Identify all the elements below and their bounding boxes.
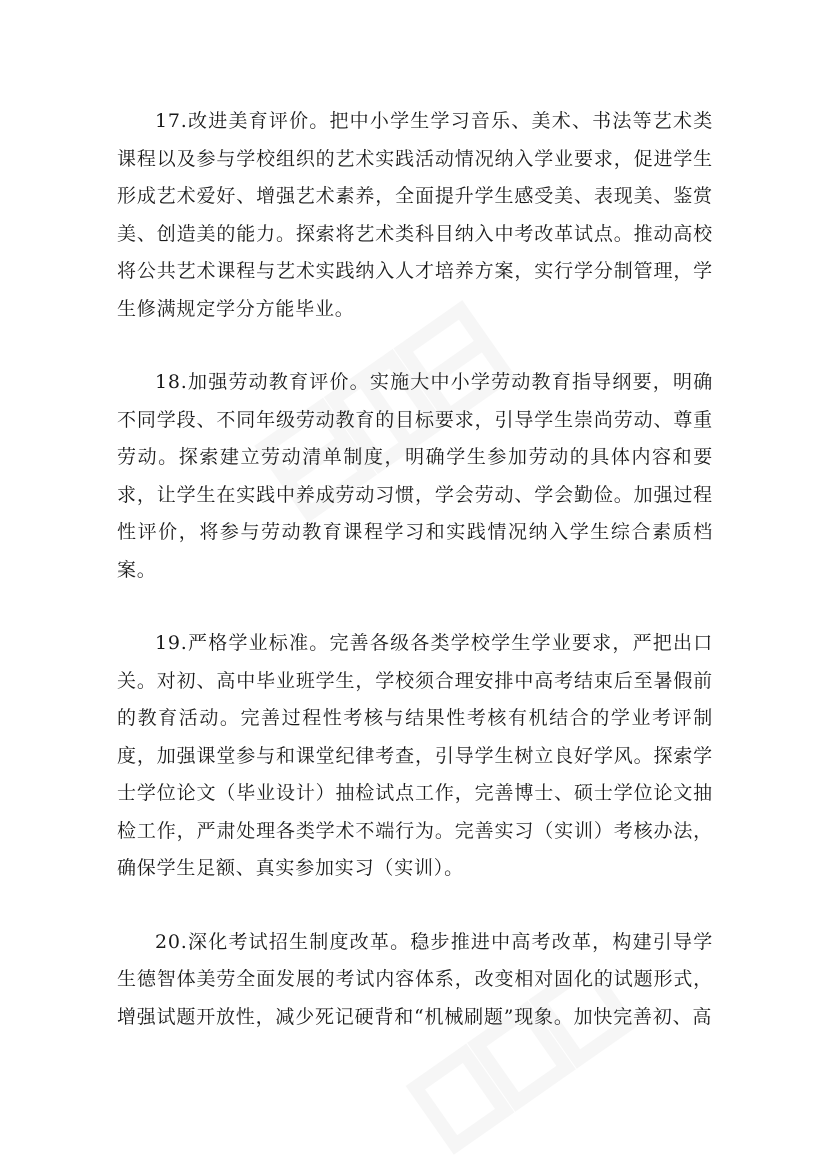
- paragraph-17: [117, 103, 713, 328]
- paragraph-text: 严格学业标准。完善各级各类学校学生学业要求，严把出口关。对初、高中毕业班学生，学校须合理安排中高考结束后至暑假前的教育活动。完善过程性考核与结果性考核有机结合的学业考评制度，加强课堂参与和课堂纪律考查，引导学生树立良好学风。探索学士学位论文（毕业设计）抽检试点工作，完善博士、硕士学位论文抽检工作，严肃处理各类学术不端行为。完善实习（实训）考核办法，确保学生足额、真实参加实习（实训）。: [117, 632, 713, 879]
- paragraph-text: 深化考试招生制度改革。稳步推进中高考改革，构建引导学生德智体美劳全面发展的考试内容体系，改变相对固化的试题形式，增强试题开放性，减少死记硬背和“机械刷题”现象。加快完善初、高: [117, 930, 713, 1028]
- paragraph-20: [117, 924, 713, 1037]
- paragraph-number: 18.: [155, 371, 188, 393]
- paragraph-19: [117, 625, 713, 888]
- paragraph-number: 17.: [155, 110, 188, 132]
- paragraph-text: 改进美育评价。把中小学生学习音乐、美术、书法等艺术类课程以及参与学校组织的艺术实践活动情况纳入学业要求，促进学生形成艺术爱好、增强艺术素养，全面提升学生感受美、表现美、鉴赏美、创造美的能力。探索将艺术类科目纳入中考改革试点。推动高校将公共艺术课程与艺术实践纳入人才培养方案，实行学分制管理，学生修满规定学分方能毕业。: [117, 110, 713, 320]
- document-body: [117, 103, 713, 1072]
- paragraph-number: 20.: [155, 930, 188, 953]
- paragraph-text: 加强劳动教育评价。实施大中小学劳动教育指导纲要，明确不同学段、不同年级劳动教育的目标要求，引导学生崇尚劳动、尊重劳动。探索建立劳动清单制度，明确学生参加劳动的具体内容和要求，让学生在实践中养成劳动习惯，学会劳动、学会勤俭。加强过程性评价，将参与劳动教育课程学习和实践情况纳入学生综合素质档案。: [117, 371, 713, 581]
- paragraph-18: [117, 364, 713, 589]
- paragraph-number: 19.: [155, 632, 188, 654]
